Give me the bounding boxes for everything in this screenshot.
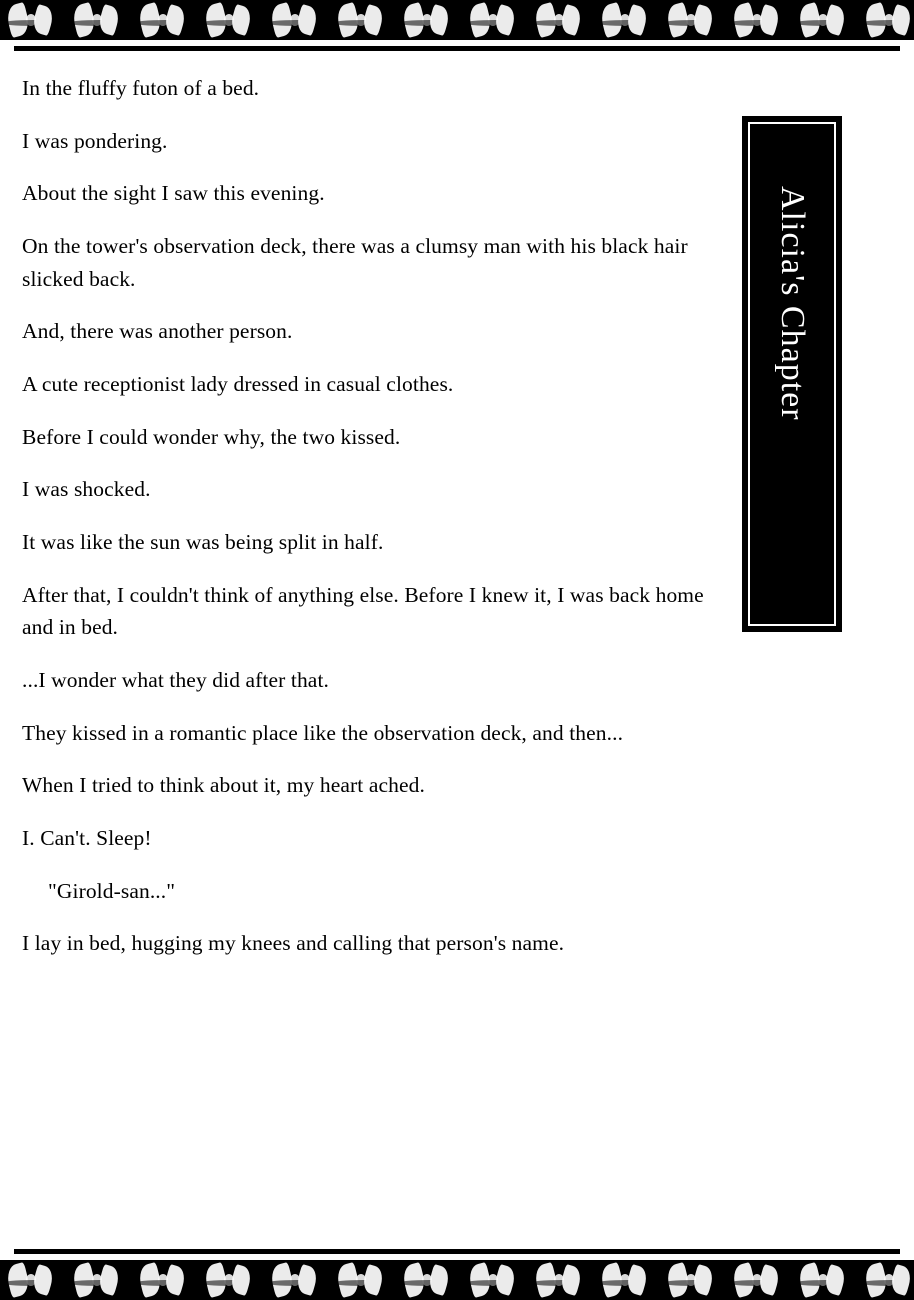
paragraph: When I tried to think about it, my heart ached.: [22, 773, 425, 798]
paragraph: And, there was another person.: [22, 319, 293, 344]
chapter-title-plate-frame: [748, 122, 836, 626]
floral-swirl-icon: [198, 0, 264, 40]
floral-swirl-icon: [528, 1260, 594, 1300]
floral-swirl-icon: [330, 1260, 396, 1300]
floral-swirl-icon: [594, 1260, 660, 1300]
paragraph: About the sight I saw this evening.: [22, 181, 325, 206]
floral-swirl-icon: [462, 1260, 528, 1300]
bottom-divider-rule: [14, 1249, 900, 1254]
floral-swirl-icon: [528, 0, 594, 40]
floral-swirl-icon: [264, 1260, 330, 1300]
floral-swirl-icon: [0, 0, 66, 40]
floral-swirl-icon: [726, 1260, 792, 1300]
floral-swirl-icon: [396, 0, 462, 40]
paragraph: It was like the sun was being split in half.: [22, 530, 384, 555]
top-ornament-motif-row: [0, 0, 914, 40]
floral-swirl-icon: [66, 0, 132, 40]
page-text-body: [22, 72, 712, 980]
floral-swirl-icon: [858, 0, 914, 40]
floral-swirl-icon: [792, 1260, 858, 1300]
chapter-title-plate: [742, 116, 842, 632]
floral-swirl-icon: [264, 0, 330, 40]
floral-swirl-icon: [0, 1260, 66, 1300]
paragraph: ...I wonder what they did after that.: [22, 668, 329, 693]
floral-swirl-icon: [792, 0, 858, 40]
paragraph: "Girold-san...": [48, 878, 176, 903]
floral-swirl-icon: [66, 1260, 132, 1300]
paragraph: Before I could wonder why, the two kissed.: [22, 424, 401, 449]
floral-swirl-icon: [132, 0, 198, 40]
top-divider-rule: [14, 46, 900, 51]
floral-swirl-icon: [462, 0, 528, 40]
floral-swirl-icon: [132, 1260, 198, 1300]
floral-swirl-icon: [726, 0, 792, 40]
paragraph: After that, I couldn't think of anything else. Before I knew it, I was back home and in bed.: [22, 582, 704, 640]
paragraph: They kissed in a romantic place like the observation deck, and then...: [22, 720, 624, 745]
floral-swirl-icon: [660, 0, 726, 40]
chapter-title: Alicia's Chapter: [774, 186, 811, 421]
floral-swirl-icon: [396, 1260, 462, 1300]
floral-swirl-icon: [660, 1260, 726, 1300]
paragraph: A cute receptionist lady dressed in casual clothes.: [22, 372, 454, 397]
bottom-ornament-border: [0, 1260, 914, 1300]
paragraph: In the fluffy futon of a bed.: [22, 76, 260, 100]
paragraph: I. Can't. Sleep!: [22, 826, 152, 851]
top-ornament-border: [0, 0, 914, 40]
paragraph: I lay in bed, hugging my knees and calling that person's name.: [22, 931, 565, 956]
paragraph: I was pondering.: [22, 128, 168, 153]
paragraph: On the tower's observation deck, there was a clumsy man with his black hair slicked back.: [22, 234, 688, 291]
bottom-ornament-motif-row: [0, 1260, 914, 1300]
floral-swirl-icon: [594, 0, 660, 40]
floral-swirl-icon: [330, 0, 396, 40]
floral-swirl-icon: [858, 1260, 914, 1300]
paragraph: I was shocked.: [22, 477, 151, 502]
floral-swirl-icon: [198, 1260, 264, 1300]
